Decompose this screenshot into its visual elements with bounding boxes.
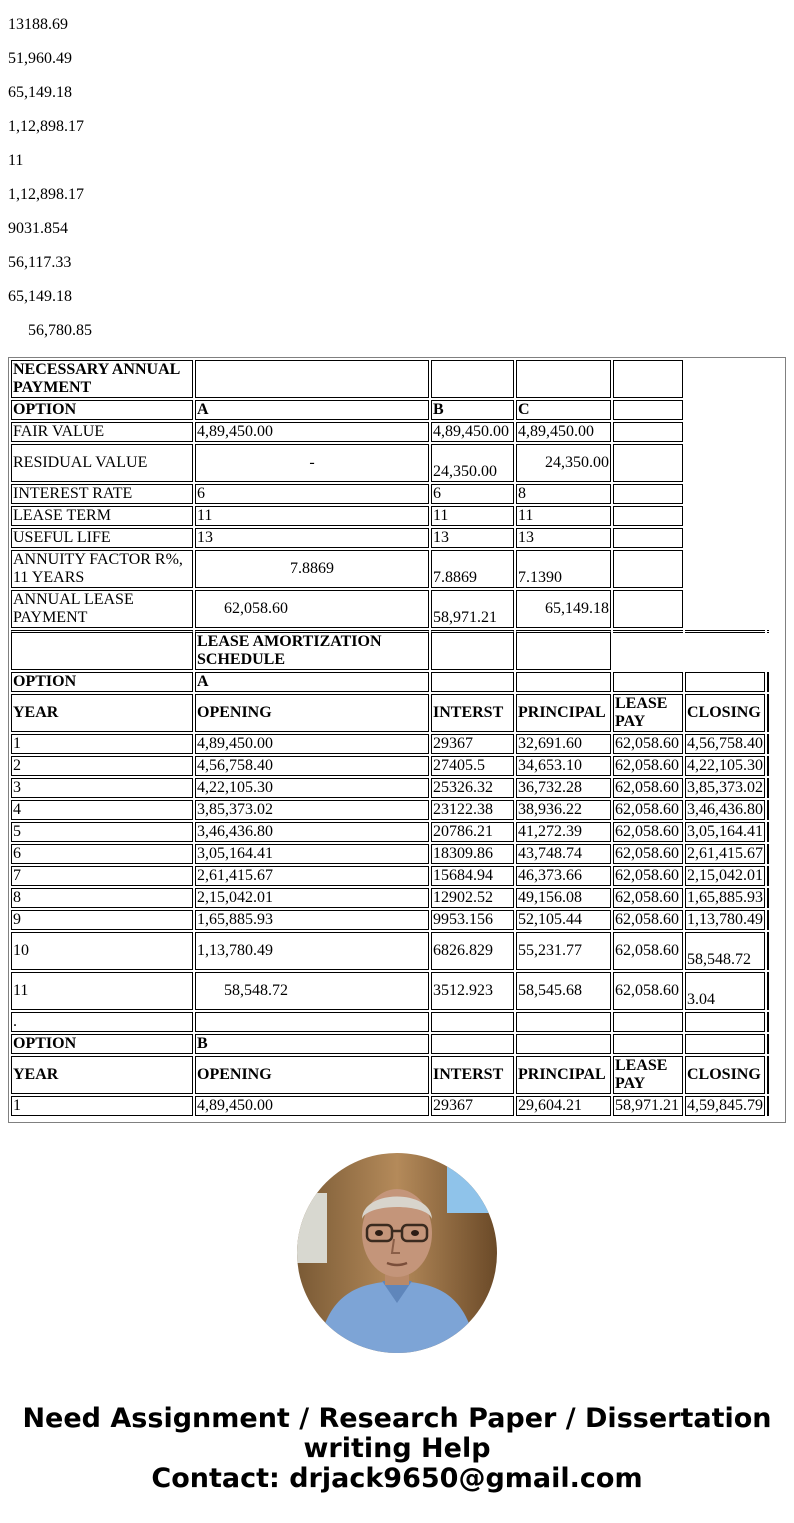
empty-cell <box>195 360 429 398</box>
top-value: 13188.69 <box>8 16 68 33</box>
empty-cell <box>516 672 611 692</box>
year-cell: 11 <box>11 972 193 1010</box>
top-value: 56,780.85 <box>8 322 92 339</box>
opening-cell: 1,65,885.93 <box>195 910 429 930</box>
header-opening: OPENING <box>195 694 429 732</box>
header-lease-pay: LEASE PAY <box>613 694 683 732</box>
principal-cell: 52,105.44 <box>516 910 611 930</box>
principal-cell: 38,936.22 <box>516 800 611 820</box>
closing-cell: 58,548.72 <box>685 932 765 970</box>
opening-cell: 3,05,164.41 <box>195 844 429 864</box>
empty-cell <box>516 630 611 670</box>
summary-cell: - <box>195 444 429 482</box>
summary-cell: 7.8869 <box>431 550 514 588</box>
interest-cell: 18309.86 <box>431 844 514 864</box>
closing-cell: 1,13,780.49 <box>687 911 763 928</box>
empty-cell <box>613 444 683 482</box>
summary-cell: 13 <box>431 528 514 548</box>
principal-cell: 58,545.68 <box>516 972 611 1010</box>
empty-cell <box>195 1012 429 1032</box>
empty-cell <box>431 360 514 398</box>
closing-cell: 4,56,758.40 <box>687 735 763 752</box>
top-value: 56,117.33 <box>8 254 72 271</box>
year-cell: 1 <box>11 734 193 754</box>
summary-cell: 6 <box>195 484 429 504</box>
top-value: 9031.854 <box>8 220 68 237</box>
lease-pay-cell: 62,058.60 <box>613 756 683 776</box>
header-interest: INTERST <box>431 1056 514 1094</box>
header-closing: CLOSING <box>685 694 765 732</box>
header-principal: PRINCIPAL <box>516 1056 611 1094</box>
empty-cell <box>11 630 193 670</box>
header-lease-pay: LEASE PAY <box>613 1056 683 1094</box>
lease-pay-cell: 62,058.60 <box>613 888 683 908</box>
summary-cell: 24,350.00 <box>431 444 514 482</box>
top-value: 51,960.49 <box>8 50 72 67</box>
schedule-title: LEASE AMORTIZATION SCHEDULE <box>195 630 429 670</box>
lease-table <box>9 358 771 1118</box>
opening-cell: 2,61,415.67 <box>195 866 429 886</box>
summary-cell: 4,89,450.00 <box>195 422 429 442</box>
opening-cell: 58,548.72 <box>195 972 429 1010</box>
spreadsheet-table-container <box>8 357 786 1123</box>
year-cell: 3 <box>11 778 193 798</box>
principal-cell: 43,748.74 <box>516 844 611 864</box>
principal-cell: 41,272.39 <box>516 822 611 842</box>
year-cell: 8 <box>11 888 193 908</box>
empty-cell <box>613 672 683 692</box>
top-value: 11 <box>8 152 24 169</box>
year-cell: 1 <box>11 1096 193 1116</box>
option-label: OPTION <box>11 400 193 420</box>
empty-cell <box>431 630 514 670</box>
empty-cell <box>613 400 683 420</box>
opening-cell: 2,15,042.01 <box>195 888 429 908</box>
spacer-cell: . <box>11 1012 193 1032</box>
opening-cell: 3,85,373.02 <box>195 800 429 820</box>
summary-row-label: LEASE TERM <box>11 506 193 526</box>
opening-cell: 4,89,450.00 <box>195 1096 429 1116</box>
top-values-list <box>8 16 92 356</box>
closing-cell: 3.04 <box>685 972 765 1010</box>
header-opening: OPENING <box>195 1056 429 1094</box>
empty-cell <box>431 672 514 692</box>
lease-pay-cell: 62,058.60 <box>613 778 683 798</box>
summary-row-label: ANNUAL LEASE PAYMENT <box>11 590 193 628</box>
summary-title: NECESSARY ANNUAL PAYMENT <box>11 360 193 398</box>
opening-cell: 3,46,436.80 <box>195 822 429 842</box>
lease-pay-cell: 62,058.60 <box>613 844 683 864</box>
option-a-header: A <box>195 400 429 420</box>
summary-cell: 58,971.21 <box>431 590 514 628</box>
footer-line: Need Assignment / Research Paper / Dissertation <box>22 1403 772 1434</box>
summary-cell: 7.1390 <box>516 550 611 588</box>
lease-pay-cell: 62,058.60 <box>613 734 683 754</box>
header-closing: CLOSING <box>685 1056 765 1094</box>
summary-cell: 62,058.60 <box>195 590 429 628</box>
empty-cell <box>431 1012 514 1032</box>
empty-cell <box>613 422 683 442</box>
interest-cell: 29367 <box>431 734 514 754</box>
principal-cell: 32,691.60 <box>516 734 611 754</box>
empty-cell <box>613 484 683 504</box>
empty-cell <box>685 1012 765 1032</box>
lease-pay-cell: 62,058.60 <box>613 866 683 886</box>
option-b-header: B <box>431 400 514 420</box>
closing-cell: 2,61,415.67 <box>687 845 763 862</box>
header-principal: PRINCIPAL <box>516 694 611 732</box>
lease-pay-cell: 62,058.60 <box>613 910 683 930</box>
summary-cell: 6 <box>431 484 514 504</box>
summary-cell: 13 <box>195 528 429 548</box>
closing-cell: 4,59,845.79 <box>687 1097 763 1114</box>
interest-cell: 20786.21 <box>431 822 514 842</box>
closing-cell: 2,15,042.01 <box>687 867 763 884</box>
summary-cell: 24,350.00 <box>516 444 611 482</box>
option-label: OPTION <box>11 672 193 692</box>
avatar <box>297 1153 497 1353</box>
summary-cell: 13 <box>516 528 611 548</box>
header-year: YEAR <box>11 1056 193 1094</box>
summary-row-label: RESIDUAL VALUE <box>11 444 193 482</box>
interest-cell: 23122.38 <box>431 800 514 820</box>
empty-cell <box>613 1012 683 1032</box>
lease-pay-cell: 62,058.60 <box>613 800 683 820</box>
top-value: 1,12,898.17 <box>8 186 84 203</box>
empty-cell <box>613 590 683 628</box>
closing-cell: 3,46,436.80 <box>687 801 763 818</box>
option-label: OPTION <box>11 1034 193 1054</box>
empty-cell <box>431 1034 514 1054</box>
summary-row-label: INTEREST RATE <box>11 484 193 504</box>
interest-cell: 6826.829 <box>431 932 514 970</box>
opening-cell: 4,22,105.30 <box>195 778 429 798</box>
year-cell: 2 <box>11 756 193 776</box>
top-value: 1,12,898.17 <box>8 118 84 135</box>
interest-cell: 25326.32 <box>431 778 514 798</box>
interest-cell: 9953.156 <box>431 910 514 930</box>
principal-cell: 55,231.77 <box>516 932 611 970</box>
principal-cell: 36,732.28 <box>516 778 611 798</box>
year-cell: 4 <box>11 800 193 820</box>
summary-row-label: FAIR VALUE <box>11 422 193 442</box>
closing-cell: 3,85,373.02 <box>687 779 763 796</box>
closing-cell: 3,05,164.41 <box>687 823 763 840</box>
footer-contact: Contact: drjack9650@gmail.com <box>151 1463 643 1494</box>
avatar-photo <box>297 1153 497 1353</box>
summary-cell: 11 <box>516 506 611 526</box>
empty-cell <box>685 1034 765 1054</box>
principal-cell: 49,156.08 <box>516 888 611 908</box>
interest-cell: 3512.923 <box>431 972 514 1010</box>
closing-cell: 4,22,105.30 <box>687 757 763 774</box>
interest-cell: 27405.5 <box>431 756 514 776</box>
empty-cell <box>613 528 683 548</box>
lease-pay-cell: 62,058.60 <box>613 822 683 842</box>
empty-cell <box>613 1034 683 1054</box>
option-a-label: A <box>195 672 429 692</box>
empty-cell <box>516 1034 611 1054</box>
principal-cell: 29,604.21 <box>516 1096 611 1116</box>
empty-cell <box>516 360 611 398</box>
header-interest: INTERST <box>431 694 514 732</box>
header-year: YEAR <box>11 694 193 732</box>
interest-cell: 12902.52 <box>431 888 514 908</box>
empty-cell <box>613 360 683 398</box>
summary-cell: 8 <box>516 484 611 504</box>
opening-cell: 1,13,780.49 <box>195 932 429 970</box>
top-value: 65,149.18 <box>8 288 72 305</box>
top-value: 65,149.18 <box>8 84 72 101</box>
opening-cell: 4,56,758.40 <box>195 756 429 776</box>
summary-cell: 65,149.18 <box>516 590 611 628</box>
interest-cell: 29367 <box>431 1096 514 1116</box>
opening-cell: 4,89,450.00 <box>195 734 429 754</box>
summary-cell: 11 <box>195 506 429 526</box>
empty-cell <box>613 506 683 526</box>
option-c-header: C <box>516 400 611 420</box>
year-cell: 5 <box>11 822 193 842</box>
lease-pay-cell: 58,971.21 <box>613 1096 683 1116</box>
summary-cell: 11 <box>431 506 514 526</box>
summary-row-label: ANNUITY FACTOR R%, 11 YEARS <box>11 550 193 588</box>
option-b-label: B <box>195 1034 429 1054</box>
lease-pay-cell: 62,058.60 <box>613 932 683 970</box>
summary-cell: 4,89,450.00 <box>516 422 611 442</box>
summary-row-label: USEFUL LIFE <box>11 528 193 548</box>
empty-cell <box>613 550 683 588</box>
empty-cell <box>516 1012 611 1032</box>
lease-pay-cell: 62,058.60 <box>613 972 683 1010</box>
footer-promo <box>0 1404 794 1494</box>
summary-cell: 4,89,450.00 <box>431 422 514 442</box>
year-cell: 7 <box>11 866 193 886</box>
summary-cell: 7.8869 <box>195 550 429 588</box>
closing-cell: 1,65,885.93 <box>687 889 763 906</box>
year-cell: 6 <box>11 844 193 864</box>
year-cell: 9 <box>11 910 193 930</box>
principal-cell: 46,373.66 <box>516 866 611 886</box>
principal-cell: 34,653.10 <box>516 756 611 776</box>
year-cell: 10 <box>11 932 193 970</box>
footer-line: writing Help <box>303 1433 491 1464</box>
interest-cell: 15684.94 <box>431 866 514 886</box>
empty-cell <box>685 672 765 692</box>
